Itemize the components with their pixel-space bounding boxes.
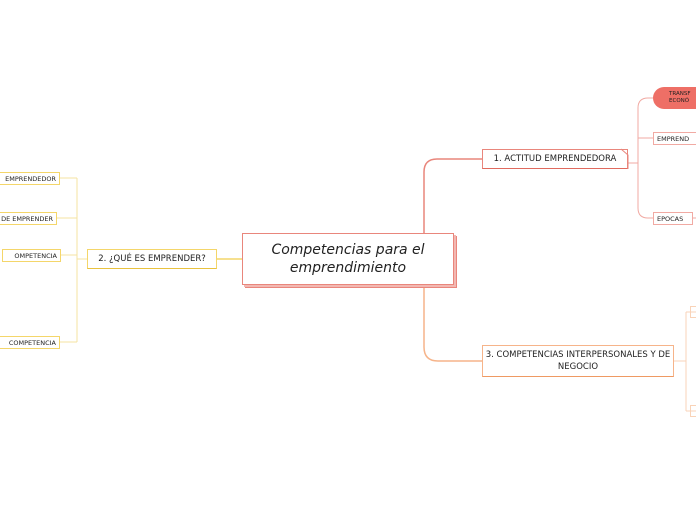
branch-actitud-emprendedora[interactable] bbox=[482, 149, 628, 169]
subtopic-label: EMPRENDEDOR bbox=[5, 174, 56, 183]
subtopic-line: TRANSF bbox=[669, 91, 691, 97]
subtopic-label: EMPREND bbox=[657, 134, 690, 143]
subtopic-de-emprender[interactable] bbox=[0, 212, 57, 225]
subtopic-cutoff-1[interactable] bbox=[690, 306, 696, 318]
subtopic-line: ECONÓ bbox=[669, 98, 690, 104]
branch-label: 2. ¿QUÉ ES EMPRENDER? bbox=[98, 254, 206, 264]
branch-label: 1. ACTITUD EMPRENDEDORA bbox=[493, 154, 617, 164]
subtopic-transformacion-economica[interactable] bbox=[653, 87, 696, 109]
branch-label: 3. COMPETENCIAS INTERPERSONALES Y DE NEGOCIO bbox=[485, 350, 671, 372]
subtopic-label: OMPETENCIA bbox=[14, 251, 57, 260]
subtopic-cutoff-2[interactable] bbox=[690, 405, 696, 417]
subtopic-epocas[interactable] bbox=[653, 212, 693, 225]
subtopic-competencia-2[interactable] bbox=[0, 336, 60, 349]
connector-b2-children bbox=[57, 178, 87, 342]
connector-b3-children bbox=[674, 312, 696, 411]
connector-central-b1 bbox=[424, 159, 482, 233]
subtopic-label: DE EMPRENDER bbox=[1, 214, 53, 223]
connector-b1-children bbox=[628, 98, 653, 218]
subtopic-competencia-1[interactable] bbox=[2, 249, 61, 262]
branch-que-es-emprender[interactable] bbox=[87, 249, 217, 269]
subtopic-emprendedor[interactable] bbox=[0, 172, 60, 185]
central-topic-text: Competencias para el emprendimiento bbox=[271, 242, 425, 276]
subtopic-emprendimiento[interactable] bbox=[653, 132, 696, 145]
subtopic-label: EPOCAS bbox=[657, 214, 684, 223]
subtopic-label: COMPETENCIA bbox=[8, 338, 56, 347]
central-topic[interactable] bbox=[242, 233, 454, 285]
branch-competencias-interpersonales[interactable] bbox=[482, 345, 674, 377]
connector-central-b3 bbox=[424, 285, 482, 361]
